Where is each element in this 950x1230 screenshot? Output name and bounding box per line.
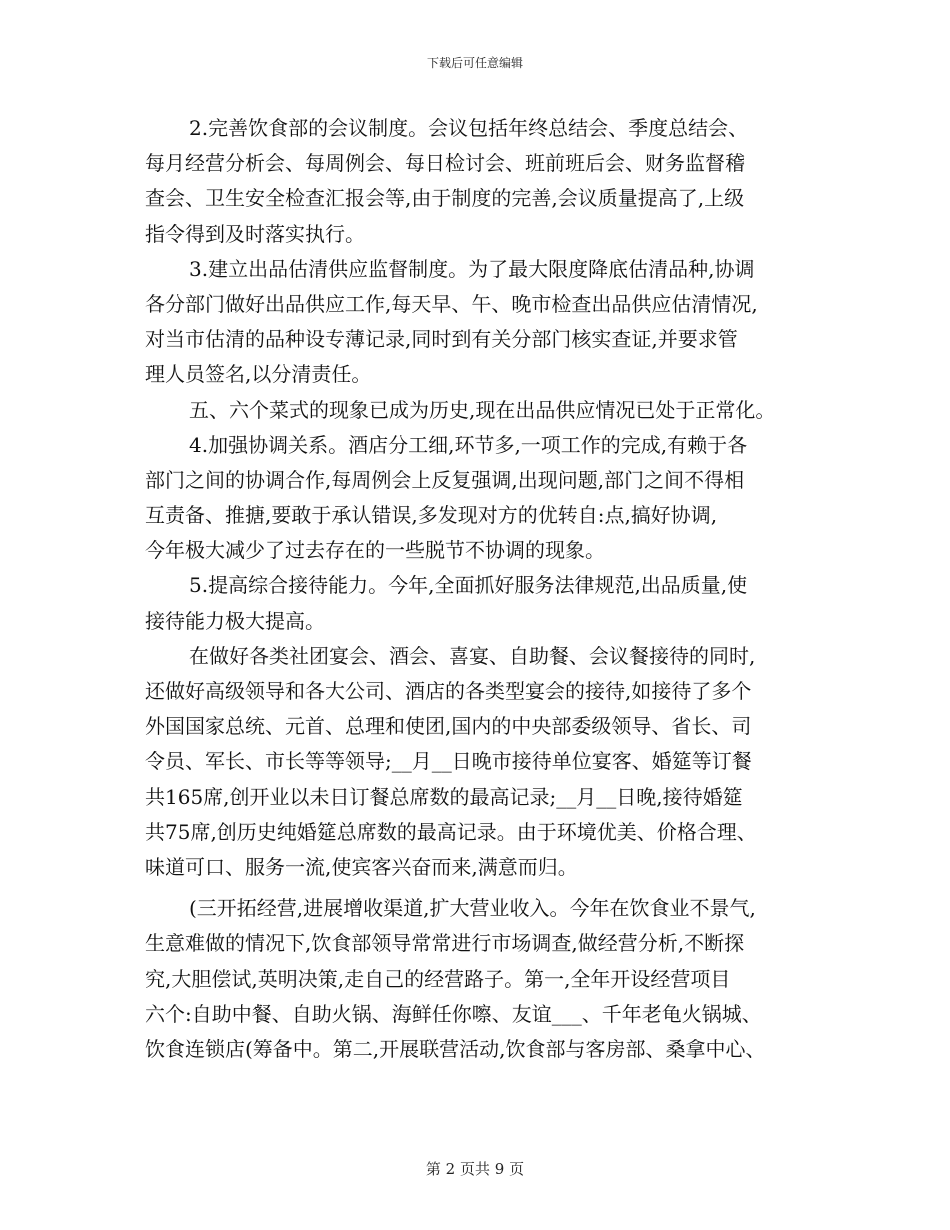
text-line: 究,大胆偿试,英明决策,走自己的经营路子。第一,全年开设经营项目 xyxy=(145,966,731,991)
text-line: 5.提高综合接待能力。今年,全面抓好服务法律规范,出品质量,使 xyxy=(189,573,748,598)
text-line: 理人员签名,以分清责任。 xyxy=(145,362,372,387)
text-line: (三开拓经营,进展增收渠道,扩大营业收入。今年在饮食业不景气, xyxy=(189,896,756,921)
text-line: 还做好高级领导和各大公司、酒店的各类型宴会的接待,如接待了多个 xyxy=(145,679,752,703)
text-line: 查会、卫生安全检查汇报会等,由于制度的完善,会议质量提高了,上级 xyxy=(145,186,745,211)
text-line: 生意难做的情况下,饮食部领导常常进行市场调查,做经营分析,不断探 xyxy=(145,931,745,956)
text-line: 共165席,创开业以未日订餐总席数的最高记录;__月__日晚,接待婚筵 xyxy=(145,784,743,809)
text-line: 饮食连锁店(筹备中。第二,开展联营活动,饮食部与客房部、桑拿中心、 xyxy=(145,1036,766,1061)
page-footer: 第 2 页共 9 页 xyxy=(425,1160,525,1178)
text-line: 外国国家总统、元首、总理和使团,国内的中央部委级领导、省长、司 xyxy=(145,714,752,739)
page-header: 下载后可任意编辑 xyxy=(426,56,523,70)
text-line: 五、六个菜式的现象已成为历史,现在出品供应情况已处于正常化。 xyxy=(189,397,776,422)
text-line: 在做好各类社团宴会、酒会、喜宴、自助餐、会议餐接待的同时, xyxy=(189,643,756,668)
text-line: 3.建立出品估清供应监督制度。为了最大限度降底估清品种,协调 xyxy=(189,256,755,281)
text-line: 六个:自助中餐、自助火锅、海鲜任你嚓、友谊___、千年老龟火锅城、 xyxy=(145,1001,762,1026)
text-line: 今年极大减少了过去存在的一些脱节不协调的现象。 xyxy=(145,538,605,563)
text-line: 部门之间的协调合作,每周例会上反复强调,出现问题,部门之间不得相 xyxy=(145,467,745,492)
text-line: 每月经营分析会、每周例会、每日检讨会、班前班后会、财务监督稽 xyxy=(145,151,745,176)
text-line: 互责备、推搪,要敢于承认错误,多发现对方的优转自:点,搞好协调, xyxy=(145,503,718,528)
text-line: 各分部门做好出品供应工作,每天早、午、晚市检查出品供应估清情况, xyxy=(145,291,758,316)
text-line: 味道可口、服务一流,使宾客兴奋而来,满意而归。 xyxy=(145,854,578,879)
text-line: 共75席,创历史纯婚筵总席数的最高记录。由于环境优美、价格合理、 xyxy=(145,819,757,844)
text-line: 对当市估清的品种设专薄记录,同时到有关分部门核实查证,并要求管 xyxy=(145,327,738,352)
text-line: 指令得到及时落实执行。 xyxy=(145,221,365,246)
text-line: 2.完善饮食部的会议制度。会议包括年终总结会、季度总结会、 xyxy=(189,116,749,140)
text-line: 4.加强协调关系。酒店分工细,环节多,一项工作的完成,有赖于各 xyxy=(189,432,748,457)
document-body xyxy=(145,111,825,1067)
text-line: 令员、军长、市长等等领导;__月__日晚市接待单位宴客、婚筵等订餐 xyxy=(145,749,752,774)
text-line: 接待能力极大提高。 xyxy=(145,608,325,633)
